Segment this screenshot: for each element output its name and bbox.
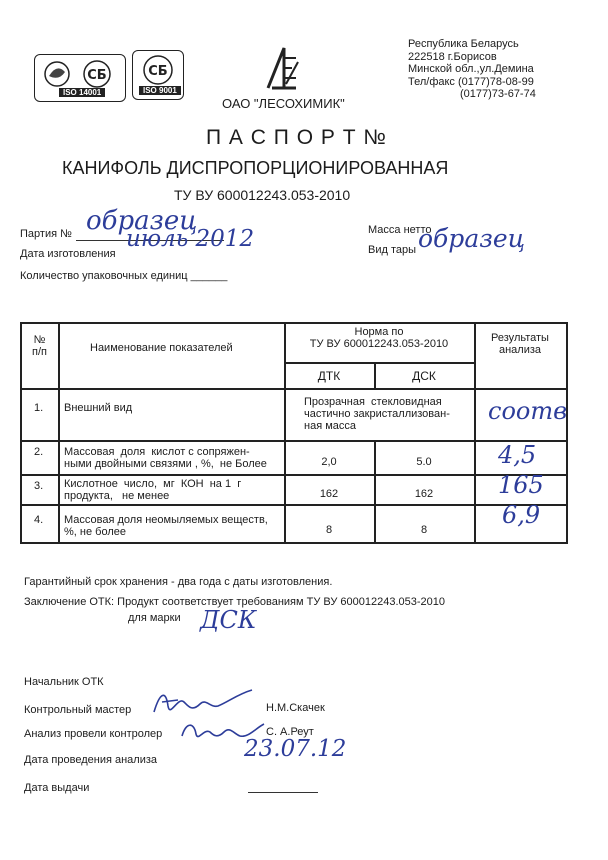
table-row-line-1 xyxy=(20,440,568,442)
row-3-name: Кислотное число, мг КОН на 1 г продукта, не менее xyxy=(64,478,242,502)
pack-label: Вид тары xyxy=(368,244,417,256)
row-2-dtk: 2,0 xyxy=(321,456,337,468)
table-row-line-3 xyxy=(20,504,568,506)
row-4-name: Массовая доля неомыляемых веществ, %, не более xyxy=(64,514,268,538)
iso-14001-logo xyxy=(34,54,126,102)
table-col-line-1 xyxy=(58,322,60,542)
row-1-result: соотв xyxy=(488,397,568,425)
row-2-num: 2. xyxy=(34,446,44,458)
table-col-line-2 xyxy=(284,322,286,542)
row-1-name: Внешний вид xyxy=(64,402,133,414)
pack-value: образец xyxy=(418,224,526,253)
row-2-dsk: 5.0 xyxy=(416,456,432,468)
header-dtk: ДТК xyxy=(317,369,341,383)
svg-text:СБ: СБ xyxy=(87,68,107,83)
head-otk-label: Начальник ОТК xyxy=(24,676,104,688)
address-line-city: 222518 г.Борисов xyxy=(408,50,497,63)
header-num: № п/п xyxy=(32,334,47,358)
analysis-table xyxy=(20,322,568,542)
header-name: Наименование показателей xyxy=(90,342,233,354)
iso-9001-logo xyxy=(132,50,184,100)
units-label: Количество упаковочных единиц ______ xyxy=(20,270,228,282)
address-line-country: Республика Беларусь xyxy=(408,38,519,50)
row-2-name: Массовая доля кислот с сопряжен- ными двойными связями , %, не Более xyxy=(64,446,267,470)
row-3-result: 165 xyxy=(498,471,544,499)
master-label: Контрольный мастер xyxy=(24,704,132,716)
issue-date-label: Дата выдачи xyxy=(24,782,90,794)
row-4-num: 4. xyxy=(34,514,44,526)
batch-value: образец xyxy=(86,206,198,236)
controller-label: Анализ провели контролер xyxy=(24,728,163,740)
iso-14001-label: ISO 14001 xyxy=(59,88,105,97)
conclusion-text: Заключение ОТК: Продукт соответствует требованиям ТУ ВУ 600012243.053-2010 xyxy=(24,596,445,608)
header-result: Результаты анализа xyxy=(491,332,549,356)
company-address xyxy=(408,38,536,101)
row-4-dtk: 8 xyxy=(325,524,333,536)
address-line-phone-2: (0177)73-67-74 xyxy=(460,88,536,100)
table-header-mid-line xyxy=(284,362,474,364)
passport-title: П А С П О Р Т № xyxy=(206,126,387,149)
row-3-dsk: 162 xyxy=(414,488,434,500)
company-logo-icon xyxy=(262,44,302,92)
product-title: КАНИФОЛЬ ДИСПРОПОРЦИОНИРОВАННАЯ xyxy=(62,158,449,178)
table-row-line-2 xyxy=(20,474,568,476)
row-3-dtk: 162 xyxy=(319,488,339,500)
header-norm: Норма по ТУ ВУ 600012243.053-2010 xyxy=(309,326,449,350)
table-border-top xyxy=(20,322,568,324)
row-1-norm: Прозрачная стекловидная частично закристаллизован- ная масса xyxy=(304,396,450,432)
iso-9001-label: ISO 9001 xyxy=(139,86,181,95)
row-1-num: 1. xyxy=(34,402,44,414)
batch-label: Партия № xyxy=(20,228,72,240)
analysis-date-value: 23.07.12 xyxy=(244,736,347,762)
analysis-date-label: Дата проведения анализа xyxy=(24,754,158,766)
row-4-result: 6,9 xyxy=(502,501,541,529)
table-border-left xyxy=(20,322,22,542)
date-value: июль 2012 xyxy=(126,226,255,252)
issue-date-line xyxy=(248,792,318,793)
brand-value: ДСК xyxy=(200,606,257,634)
header-dsk: ДСК xyxy=(412,369,436,383)
row-4-dsk: 8 xyxy=(420,524,428,536)
row-3-num: 3. xyxy=(34,480,44,492)
brand-label: для марки xyxy=(128,612,181,624)
svg-text:СБ: СБ xyxy=(148,64,168,79)
table-border-right xyxy=(566,322,568,542)
date-label: Дата изготовления xyxy=(20,248,116,260)
warranty-text: Гарантийный срок хранения - два года с даты изготовления. xyxy=(24,576,333,588)
controller-name: С. А.Реут xyxy=(266,726,314,738)
row-2-result: 4,5 xyxy=(498,441,537,469)
standard-title: ТУ ВУ 600012243.053-2010 xyxy=(174,187,351,203)
master-name: Н.М.Скачек xyxy=(266,702,325,714)
address-line-street: Минской обл.,ул.Демина xyxy=(408,63,534,75)
address-line-phone: Тел/факс (0177)78-08-99 xyxy=(408,75,534,88)
table-border-bottom xyxy=(20,542,568,544)
company-name: ОАО "ЛЕСОХИМИК" xyxy=(222,96,345,111)
mass-label: Масса нетто xyxy=(368,224,432,236)
table-header-bottom-line xyxy=(20,388,568,390)
